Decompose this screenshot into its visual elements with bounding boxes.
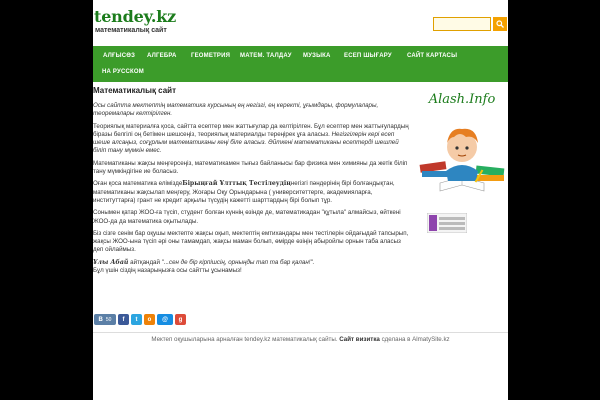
ent-text-lead: Оған қоса математика елімізде <box>93 180 183 188</box>
footer-credit: сделана в AlmatySite.kz <box>379 336 450 343</box>
theory-text: Теориялық материалға қоса, сайтта есептер мен жаттығулар да келтірілген. Бұл есептер мен жаттығулардың біразы белгілі оң бетімен шешсеңіз, теориялық материалды тереңірек ұға аласыз. <box>93 122 409 138</box>
ent-text-bold: Бірыңғай Ұлттық Тестілеудің <box>182 180 291 188</box>
site-logo[interactable]: tendey.kz <box>94 7 176 26</box>
theory-text-italic: Негізгілерін кері есеп шеше алсаңыз, соғұрлым математиканы кеңі біле аласыз. Әйткені математиканы есептерді шешпей біліп тану мүмкін емес. <box>93 130 399 155</box>
nav-item-russian[interactable]: НА РУССКОМ <box>102 69 144 75</box>
footer-link[interactable]: Сайт визитка <box>339 336 380 343</box>
nav-item-analysis[interactable]: МАТЕМ. ТАЛДАУ <box>240 53 292 59</box>
vk-share-count: 50 <box>105 316 112 323</box>
footer-text: Мектеп оқушыларына арналған tendey.kz математикалық сайты. <box>151 336 340 343</box>
hope-paragraph: Біз сізге сенім бар оқушы мектепте жақсы оқып, мектептің емтихандары мен тестілерін ойдағыдай тапсырып, жақсы ЖОО-ына түсіп әрі оны тамамдап, жақсы маман болып, өмірде өзіңің абыройлы орнын таба аласыз деп ойлаймыз. <box>93 229 409 254</box>
odnoklassniki-share-button[interactable] <box>144 314 155 325</box>
odnoklassniki-icon: о <box>147 316 152 323</box>
intro-paragraph: Осы сайтта мектептің математика курсының ең негізгі, ең керекті, ұғымдары, формулалары, теоремалары келтірілген. <box>93 102 379 118</box>
nav-item-geometry[interactable]: ГЕОМЕТРИЯ <box>191 53 231 59</box>
mailru-share-button[interactable] <box>157 314 173 325</box>
twitter-icon: t <box>135 316 138 323</box>
footer <box>93 332 508 349</box>
search-icon <box>496 20 504 28</box>
googleplus-icon: g <box>178 316 183 323</box>
mailru-icon: @ <box>162 316 168 323</box>
visitor-counter <box>427 213 467 233</box>
vk-icon: В <box>98 316 103 323</box>
closing-line: Бұл үшін сіздің назарыңызға осы сайтты ұсынамыз! <box>93 267 242 275</box>
googleplus-share-button[interactable] <box>175 314 186 325</box>
theory-paragraph <box>93 123 411 156</box>
quote-text: "...сен де бір кірпішсің, орныңды тап та бар қалан!". <box>161 258 315 266</box>
twitter-share-button[interactable] <box>131 314 142 325</box>
nav-item-algebra[interactable]: АЛГЕБРА <box>147 53 177 59</box>
facebook-icon: f <box>122 316 125 323</box>
alash-info-banner[interactable]: Alash.Info <box>428 92 496 107</box>
main-nav <box>93 46 508 82</box>
header <box>93 0 508 46</box>
search-button[interactable] <box>493 17 507 31</box>
nav-item-problems[interactable]: ЕСЕП ШЫҒАРУ <box>344 53 392 59</box>
nav-item-foreword[interactable]: АЛҒЫСӨЗ <box>103 53 136 59</box>
university-paragraph: Сонымен қатар ЖОО-ға түсіп, студент болған күннің өзінде де, математикадан "құтыла" алмайсыз, өйткені ЖОО-да да математика оқытылады. <box>93 209 401 225</box>
ent-text-rest: негізгі пәндерінің бірі болғандықтан, математиканы жақсылап меңгеру, Жоғары Оқу Орындарына ( университеттерге, академияларға, институттарға) грант не кредит арқылы түсудің кажетті шарттардың бірі болып тұр. <box>93 180 395 204</box>
search-input[interactable] <box>433 17 491 31</box>
sidebar <box>416 92 508 233</box>
nav-item-music[interactable]: МУЗЫКА <box>303 53 331 59</box>
site-tagline: математикалық сайт <box>95 27 167 34</box>
nav-item-sitemap[interactable]: САЙТ КАРТАСЫ <box>407 53 458 59</box>
physics-paragraph: Математиканы жақсы меңгерсеңіз, математикамен тығыз байланысы бар физика мен химияны да жетік біліп тану мүмкіндігіне ие боласыз. <box>93 159 408 176</box>
ent-paragraph <box>93 180 411 205</box>
vk-share-button[interactable] <box>94 314 116 325</box>
main-content <box>93 102 411 275</box>
quote-lead: айтқандай <box>128 258 162 266</box>
quote-author: Ұлы Абай <box>93 258 129 266</box>
page-title: Математикалық сайт <box>93 86 176 95</box>
student-illustration <box>416 111 508 201</box>
page <box>93 0 508 400</box>
quote-paragraph <box>93 259 411 267</box>
facebook-share-button[interactable] <box>118 314 129 325</box>
search-form <box>433 17 507 31</box>
